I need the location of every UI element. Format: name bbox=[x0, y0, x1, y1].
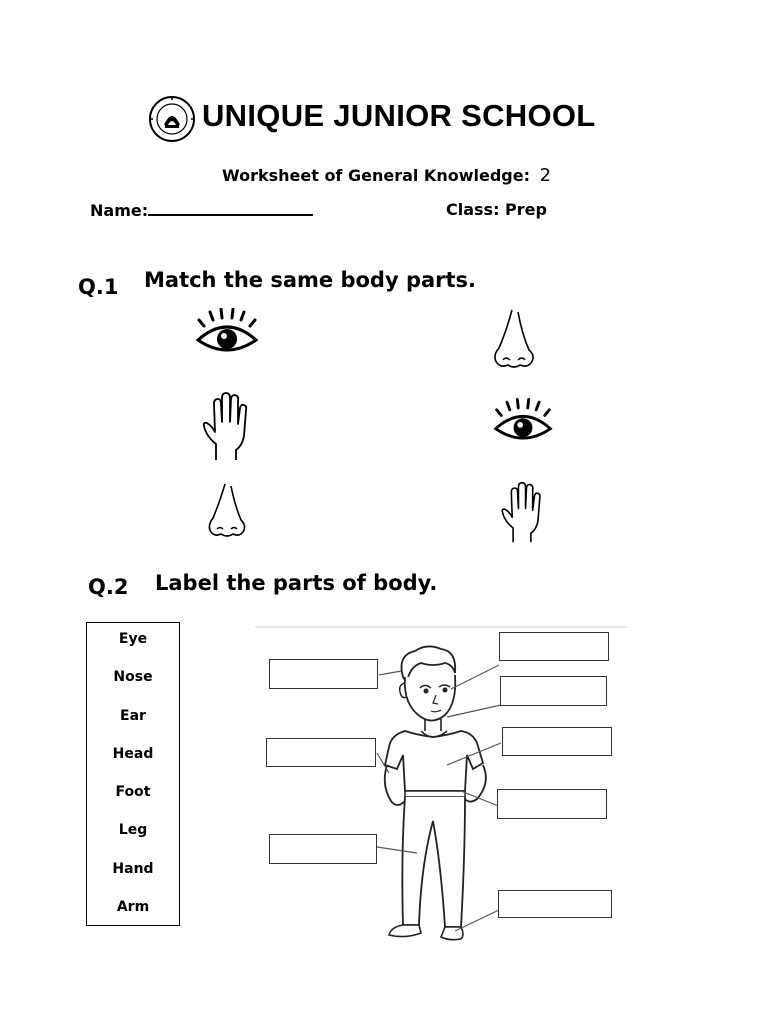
q1-label: Q.1 bbox=[78, 275, 119, 299]
class-label: Class: Prep bbox=[446, 200, 547, 219]
q1-instruction: Match the same body parts. bbox=[144, 268, 477, 292]
worksheet-title-text: Worksheet of General Knowledge bbox=[222, 166, 524, 185]
worksheet-number: 2 bbox=[539, 165, 552, 186]
word-bank-item: Arm bbox=[116, 899, 150, 915]
nose-icon[interactable] bbox=[205, 482, 249, 540]
word-bank-item: Eye bbox=[118, 631, 148, 647]
school-logo bbox=[148, 95, 196, 143]
label-box-left-2[interactable] bbox=[266, 738, 376, 767]
word-bank-item: Nose bbox=[113, 669, 153, 685]
word-bank-item: Hand bbox=[112, 861, 154, 877]
word-bank bbox=[86, 622, 180, 926]
school-name: UNIQUE JUNIOR SCHOOL bbox=[202, 98, 596, 133]
label-box-right-3[interactable] bbox=[502, 727, 612, 756]
hand-icon[interactable] bbox=[200, 390, 252, 462]
word-bank-item: Ear bbox=[120, 708, 146, 724]
q2-instruction: Label the parts of body. bbox=[155, 571, 438, 595]
label-box-right-5[interactable] bbox=[498, 890, 612, 918]
label-box-right-1[interactable] bbox=[499, 632, 609, 661]
worksheet-title-colon: : bbox=[523, 166, 530, 185]
name-blank-line[interactable] bbox=[148, 200, 313, 216]
label-box-left-1[interactable] bbox=[269, 659, 378, 689]
nose-icon[interactable] bbox=[490, 308, 538, 372]
eye-icon[interactable] bbox=[490, 398, 556, 448]
label-box-right-4[interactable] bbox=[497, 789, 607, 819]
word-bank-item: Head bbox=[112, 746, 154, 762]
hand-icon[interactable] bbox=[498, 480, 546, 544]
word-bank-item: Leg bbox=[118, 822, 148, 838]
label-box-right-2[interactable] bbox=[500, 676, 607, 706]
name-label: Name: bbox=[90, 201, 149, 220]
worksheet-title bbox=[222, 165, 551, 186]
word-bank-item: Foot bbox=[115, 784, 151, 800]
q2-label: Q.2 bbox=[88, 575, 129, 599]
eye-icon[interactable] bbox=[192, 308, 262, 360]
name-row bbox=[90, 200, 313, 220]
label-box-left-3[interactable] bbox=[269, 834, 377, 864]
